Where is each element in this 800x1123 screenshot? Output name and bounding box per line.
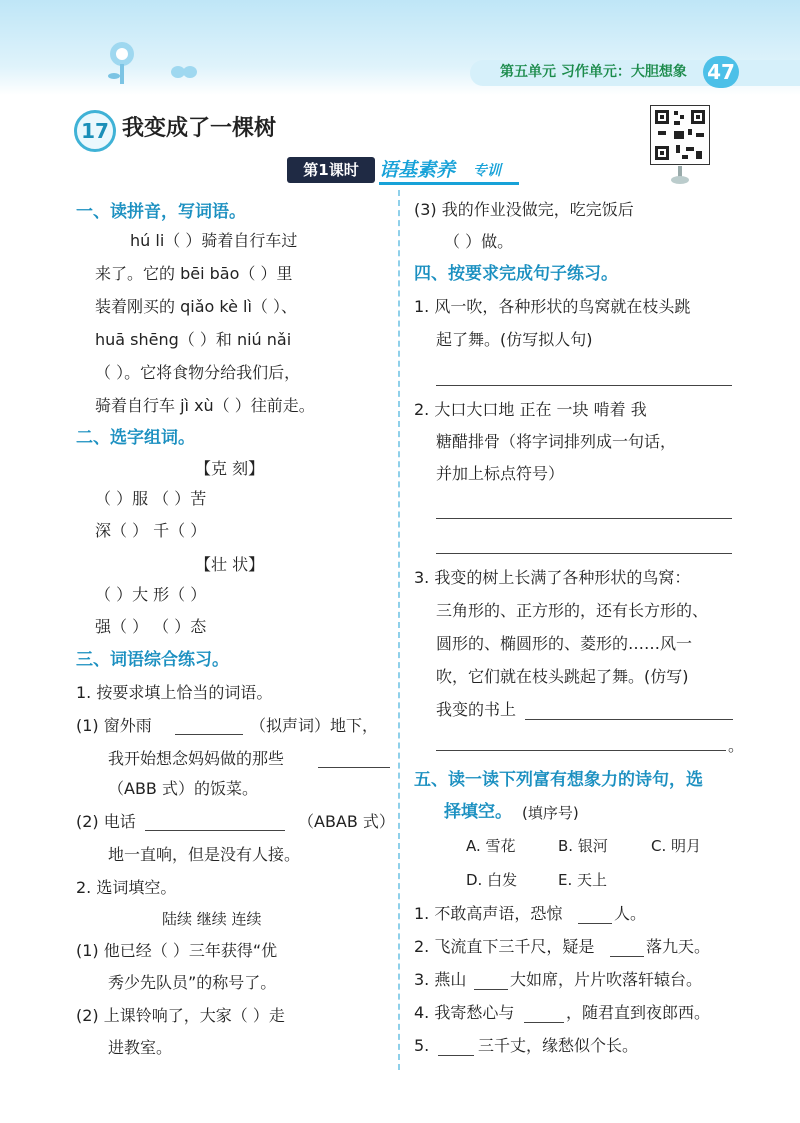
qr-code-icon[interactable]	[650, 105, 710, 165]
section-5-title-a: 五、读一读下列富有想象力的诗句，选	[414, 770, 703, 790]
poem-5a: 5.	[414, 1036, 430, 1055]
s4-q3a: 3. 我变的树上长满了各种形状的鸟窝：	[414, 568, 691, 587]
option-e: E. 天上	[558, 871, 608, 889]
blank-line[interactable]	[610, 956, 644, 957]
poem-1b: 人。	[614, 904, 647, 923]
poem-3a: 3. 燕山	[414, 970, 467, 989]
s1-line-4: huā shēng（ ）和 niú nǎi	[95, 330, 292, 349]
answer-line[interactable]	[436, 553, 732, 554]
answer-line[interactable]	[436, 385, 732, 386]
blank-line[interactable]	[318, 767, 390, 768]
s4-q1b: 起了舞。(仿写拟人句)	[436, 330, 593, 349]
lesson-number: 17	[74, 110, 116, 152]
blank-line[interactable]	[438, 1055, 474, 1056]
s3-q2-2b: 进教室。	[108, 1038, 173, 1057]
s4-q2b: 糖醋排骨（将字词排列成一句话，	[436, 432, 677, 451]
s3-q1-1a: (1) 窗外雨	[76, 716, 152, 735]
s3-q2-2a: (2) 上课铃响了，大家（ ）走	[76, 1006, 285, 1025]
blank-line[interactable]	[524, 1022, 564, 1023]
r3-line-a: (3) 我的作业没做完，吃完饭后	[414, 200, 634, 219]
option-b: B. 银河	[558, 837, 608, 855]
topic-label: 语基素养	[379, 159, 456, 181]
period-banner	[287, 155, 532, 185]
s3-q1-2b: （ABAB 式）	[298, 812, 395, 831]
answer-line[interactable]	[436, 750, 726, 751]
s3-q1-2c: 地一直响，但是没有人接。	[108, 845, 301, 864]
s2-row-3: （ ）大 形（ ）	[95, 585, 207, 604]
option-d: D. 白发	[466, 871, 518, 889]
s3-q1-1c: 我开始想念妈妈做的那些	[108, 749, 285, 768]
qr-stand-icon	[670, 166, 690, 184]
s3-q1-2a: (2) 电话	[76, 812, 136, 831]
s4-q3b: 三角形的、正方形的，还有长方形的、	[436, 601, 709, 620]
butterfly-icon	[170, 62, 198, 82]
r3-line-b: （ ）做。	[444, 232, 514, 251]
s2-row-4: 强（ ） （ ）态	[95, 617, 207, 636]
sunflower-icon	[100, 38, 144, 86]
s4-q3c: 圆形的、椭圆形的、菱形的……风一	[436, 634, 693, 653]
s3-q1: 1. 按要求填上恰当的词语。	[76, 683, 273, 702]
section-1-title: 一、读拼音，写词语。	[76, 202, 246, 222]
blank-line[interactable]	[578, 923, 612, 924]
topic-suffix: 专训	[473, 163, 501, 179]
page-number: 47	[703, 56, 739, 88]
s2-group-1: 【克 刻】	[195, 459, 265, 478]
answer-line[interactable]	[436, 518, 732, 519]
s1-line-5: （ ）。它将食物分给我们后，	[95, 363, 301, 382]
s3-word-options: 陆续 继续 连续	[162, 910, 262, 928]
s4-q1a: 1. 风一吹，各种形状的鸟窝就在枝头跳	[414, 297, 691, 316]
s4-q2c: 并加上标点符号）	[436, 464, 565, 483]
unit-label: 第五单元 习作单元：大胆想象	[500, 64, 687, 80]
s4-q3e: 我变的书上	[436, 700, 517, 719]
s1-line-2: 来了。它的 bēi bāo（ ）里	[95, 264, 293, 283]
s3-q2-1b: 秀少先队员”的称号了。	[108, 973, 277, 992]
s4-q3d: 吹，它们就在枝头跳起了舞。(仿写)	[436, 667, 689, 686]
s1-line-6: 骑着自行车 jì xù（ ）往前走。	[95, 396, 315, 415]
topic-underline	[379, 182, 519, 185]
poem-5b: 三千丈，缘愁似个长。	[478, 1036, 639, 1055]
s2-row-1: （ ）服 （ ）苦	[95, 489, 207, 508]
poem-2a: 2. 飞流直下三千尺，疑是	[414, 937, 595, 956]
period-label: 第1课时	[287, 157, 375, 183]
column-divider	[398, 190, 400, 1070]
poem-4b: ，随君直到夜郎西。	[566, 1003, 711, 1022]
option-a: A. 雪花	[466, 837, 516, 855]
s3-q1-1d: （ABB 式）的饭菜。	[108, 779, 258, 798]
blank-line[interactable]	[175, 734, 243, 735]
blank-line[interactable]	[145, 830, 285, 831]
s3-q1-1b: （拟声词）地下，	[250, 716, 379, 735]
poem-4a: 4. 我寄愁心与	[414, 1003, 515, 1022]
section-3-title: 三、词语综合练习。	[76, 650, 229, 670]
section-5-hint: (填序号)	[522, 804, 579, 822]
lesson-title: 我变成了一棵树	[122, 116, 277, 141]
poem-1a: 1. 不敢高声语，恐惊	[414, 904, 563, 923]
s2-group-2: 【壮 状】	[195, 555, 265, 574]
section-4-title: 四、按要求完成句子练习。	[414, 264, 618, 284]
s3-q2: 2. 选词填空。	[76, 878, 177, 897]
s3-q2-1a: (1) 他已经（ ）三年获得“优	[76, 941, 278, 960]
blank-line[interactable]	[474, 989, 508, 990]
s2-row-2: 深（ ） 千（ ）	[95, 521, 207, 540]
poem-2b: 落九天。	[646, 937, 711, 956]
s1-line-3: 装着刚买的 qiǎo kè lì（ ）、	[95, 297, 297, 316]
section-2-title: 二、选字组词。	[76, 428, 195, 448]
section-5-title-b: 择填空。	[444, 802, 512, 822]
answer-line[interactable]	[525, 719, 733, 720]
s4-q2a: 2. 大口大口地 正在 一块 啃着 我	[414, 400, 647, 419]
poem-3b: 大如席，片片吹落轩辕台。	[510, 970, 703, 989]
option-c: C. 明月	[651, 837, 702, 855]
s4-q3f: 。	[728, 736, 745, 755]
s1-line-1: hú li（ ）骑着自行车过	[130, 231, 298, 250]
